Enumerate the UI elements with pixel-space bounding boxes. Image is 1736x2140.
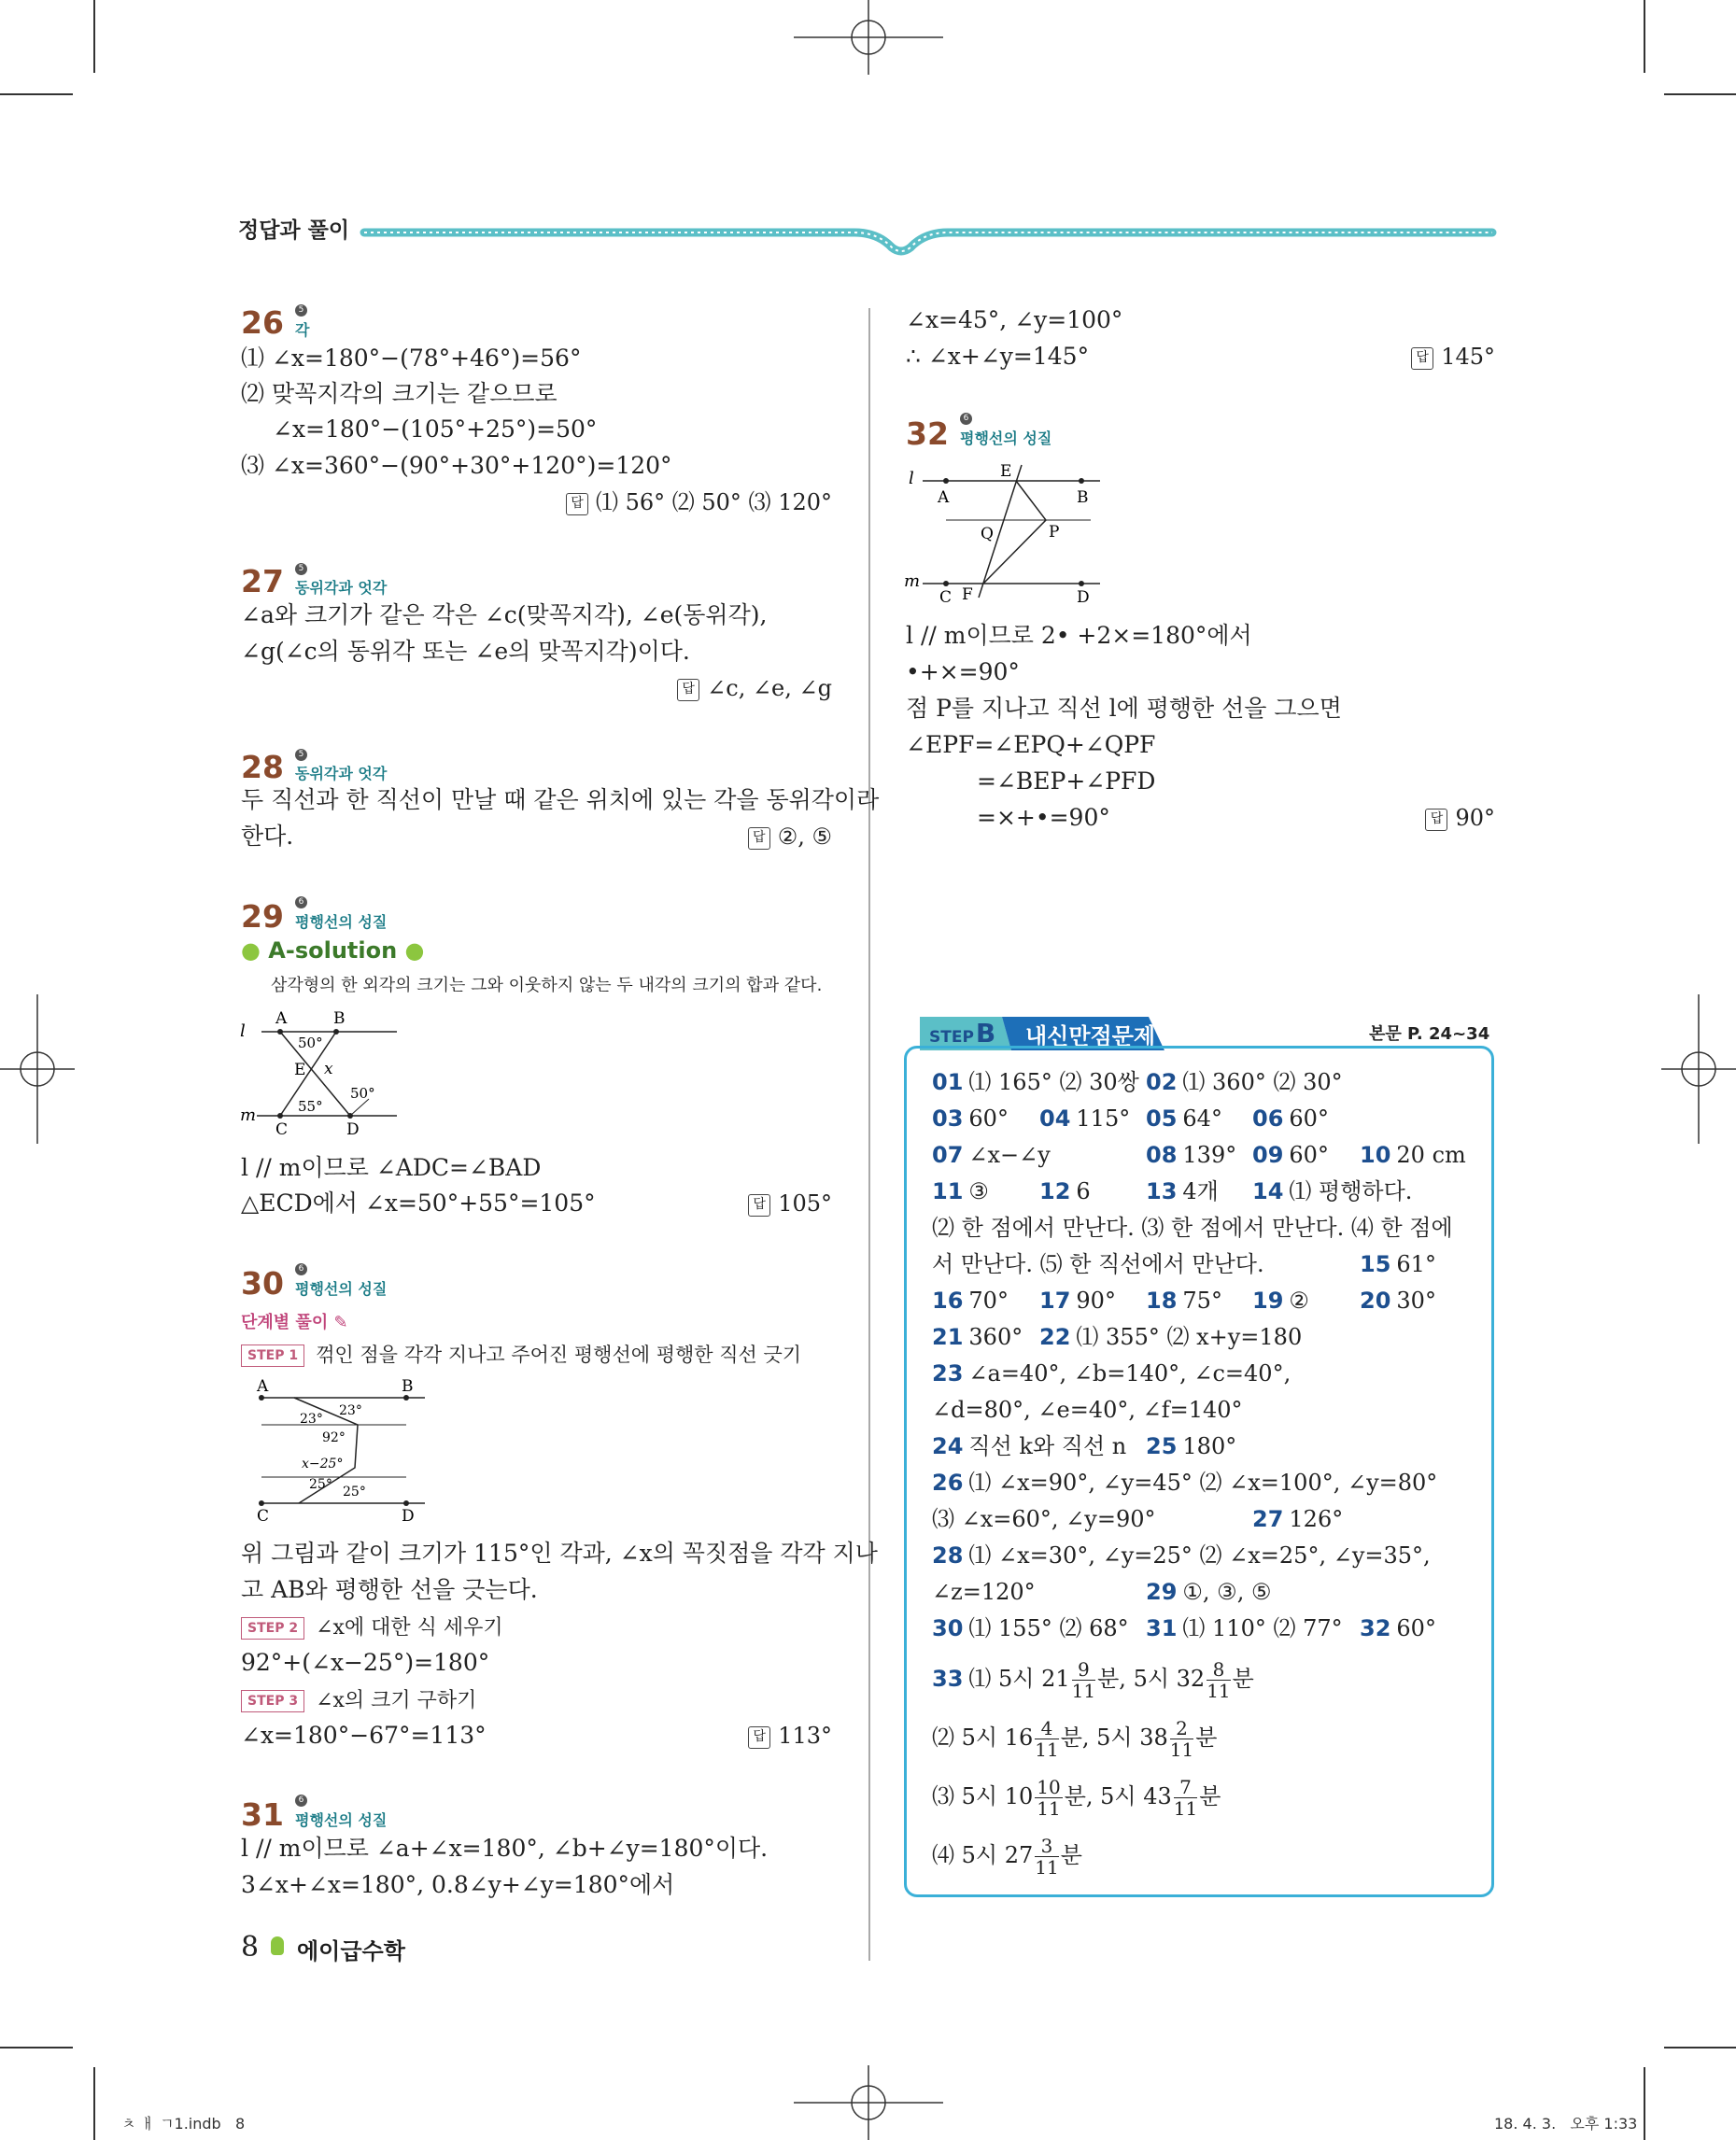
answer [748,820,832,853]
column-divider [868,308,870,1961]
answer-text: 113° [778,1723,832,1749]
answer-row [932,1284,1009,1317]
figure-29 [238,1010,416,1141]
problem-number: 31 [241,1796,284,1833]
item-answer: 분 [1060,1842,1082,1868]
item-number: 10 [1360,1142,1391,1168]
registration-mark [0,994,75,1144]
angle-x: x [324,1060,333,1078]
solution-line: l // m이므로 ∠a+∠x=180°, ∠b+∠y=180°이다. [241,1835,769,1862]
answer [748,1719,832,1753]
topic-tag: 각 [295,321,310,339]
answer-row [1252,1284,1309,1317]
label-c: C [257,1507,270,1524]
item-answer: ⑵ 5시 16 [932,1725,1034,1751]
item-answer: 180° [1182,1433,1237,1459]
item-answer: 분 [1195,1725,1218,1751]
step-line [241,1682,476,1718]
answer-row [1039,1284,1116,1317]
answer [748,1187,832,1220]
answer-row: ⑵ 한 점에서 만난다. ⑶ 한 점에서 만난다. ⑷ 한 점에 [932,1215,1453,1241]
item-answer: ③ [968,1178,989,1204]
item-answer: ⑴ ∠x=90°, ∠y=45° ⑵ ∠x=100°, ∠y=80° [968,1470,1438,1496]
item-number: 25 [1146,1433,1178,1459]
answer-row [1146,1575,1271,1609]
step-badge: STEP 2 [241,1617,304,1640]
answer-row [932,1138,1051,1172]
label-e: E [1000,462,1012,481]
solution-line: ∠a와 크기가 같은 각은 ∠c(맞꼭지각), ∠e(동위각), [241,601,768,628]
label-d: D [346,1120,360,1139]
figure-30 [238,1374,434,1524]
crop-mark [1644,2067,1645,2140]
answer-row [932,1466,1437,1499]
item-answer: 60° [968,1105,1009,1132]
topic-tag: 평행선의 성질 [295,1811,388,1829]
label-f: F [962,585,973,604]
solution-line: ∠x=180°−(105°+25°)=50° [273,415,598,443]
item-answer: 70° [968,1288,1009,1314]
numerator: 8 [1207,1659,1230,1681]
label-a: A [275,1010,288,1028]
registration-mark [1661,994,1736,1144]
answer-icon: 답 [1425,809,1447,831]
solution-line: ∠x=45°, ∠y=100° [906,306,1123,333]
angle-50: 50° [298,1035,323,1051]
label-e: E [294,1061,306,1079]
answer-row [1146,1429,1236,1463]
item-number: 12 [1039,1178,1071,1204]
page-header-title: 정답과 풀이 [238,218,350,243]
item-answer: 분, 5시 32 [1097,1666,1206,1692]
item-answer: 분 [1232,1666,1254,1692]
step-line [241,1610,503,1645]
registration-mark [794,0,943,75]
solution-line: 점 P를 지나고 직선 l에 평행한 선을 그으면 [906,695,1342,722]
problem-number: 26 [241,304,284,341]
item-number: 32 [1360,1615,1391,1641]
step-letter: B [975,1018,996,1049]
solution-line: △ECD에서 ∠x=50°+55°=105° [241,1190,596,1217]
answer-text: 90° [1455,805,1495,831]
dot-icon: ● [241,937,269,964]
solution-line: 위 그림과 같이 크기가 115°인 각과, ∠x의 꼭짓점을 각각 지나 [241,1540,878,1567]
answer-row [932,1357,1291,1390]
answer-row [1146,1102,1222,1135]
answer-row [1360,1612,1436,1645]
figure-32 [904,458,1109,607]
answer-icon: 답 [748,1726,770,1749]
crop-mark [93,2067,95,2140]
answer-row [1146,1065,1343,1099]
item-answer: ∠x−∠y [968,1142,1051,1168]
angle-55: 55° [298,1098,323,1115]
item-number: 22 [1039,1324,1071,1350]
item-number: 14 [1252,1178,1284,1204]
step-label-text: 단계별 풀이 [241,1313,329,1332]
angle-50b: 50° [350,1085,375,1102]
answer-text: ∠c, ∠e, ∠g [707,675,832,701]
angle-25a: 25° [309,1477,332,1492]
registration-mark [794,2065,943,2140]
item-answer: 64° [1182,1105,1222,1132]
item-number: 08 [1146,1142,1178,1168]
item-number: 06 [1252,1105,1284,1132]
item-number: 28 [932,1542,964,1569]
crop-mark [0,2047,73,2048]
answer-row [1252,1175,1412,1208]
difficulty-badge: 6 [960,413,972,425]
solution-line: l // m이므로 2• +2×=180°에서 [906,622,1252,649]
item-number: 15 [1360,1251,1391,1277]
fraction [1170,1718,1193,1760]
label-c: C [275,1120,289,1139]
answer-row [1360,1138,1466,1172]
step-text: ∠x의 크기 구하기 [316,1689,477,1712]
brand-name: 에이급수학 [297,1938,405,1964]
item-answer: 30° [1396,1288,1436,1314]
answer-row [932,1175,989,1208]
answer-row: 서 만난다. ⑸ 한 직선에서 만난다. [932,1251,1264,1277]
topic-tag: 평행선의 성질 [295,1280,388,1298]
fraction [1072,1659,1095,1701]
answer-icon: 답 [748,827,770,850]
item-answer: ⑴ 355° ⑵ x+y=180 [1076,1324,1303,1350]
item-number: 07 [932,1142,964,1168]
answer-text: 145° [1441,344,1495,370]
denominator: 11 [1169,1739,1194,1761]
step-badge: STEP 3 [241,1690,304,1712]
answer-icon: 답 [677,679,699,701]
label-d: D [1077,588,1090,607]
answer-row [1039,1320,1302,1354]
item-answer: 115° [1076,1105,1131,1132]
crop-mark [1644,0,1645,73]
solution-line: ∠EPF=∠EPQ+∠QPF [906,731,1156,758]
answer-row [932,1539,1431,1572]
item-answer: 75° [1182,1288,1222,1314]
denominator: 11 [1035,1739,1059,1761]
step-line [241,1337,801,1372]
answer-row: ⑶ ∠x=60°, ∠y=90° [932,1506,1156,1532]
solution-line: ∴ ∠x+∠y=145° [906,343,1090,370]
dot-icon: ● [397,937,425,964]
numerator: 2 [1170,1718,1193,1739]
item-number: 02 [1146,1069,1178,1095]
a-solution-label [241,937,425,964]
label-a: A [938,488,950,507]
item-number: 21 [932,1324,964,1350]
item-answer: 분, 5시 38 [1060,1725,1168,1751]
label-d: D [402,1507,415,1524]
step-by-step-label [241,1309,348,1333]
crop-mark [0,93,73,95]
item-answer: 61° [1396,1251,1436,1277]
solution-line: =×+•=90° [977,804,1110,831]
item-answer: ② [1289,1288,1309,1314]
answer-row [1039,1102,1130,1135]
answer-row [1252,1138,1329,1172]
item-number: 16 [932,1288,964,1314]
fraction [1035,1836,1058,1878]
answer-row [1146,1138,1236,1172]
item-number: 33 [932,1666,964,1692]
header-divider [360,219,1499,257]
difficulty-badge: 5 [295,304,307,317]
fraction [1035,1718,1058,1760]
item-number: 09 [1252,1142,1284,1168]
item-answer: 분, 5시 43 [1064,1783,1172,1809]
item-answer: ①, ③, ⑤ [1182,1579,1272,1605]
item-number: 13 [1146,1178,1178,1204]
difficulty-badge: 6 [295,1795,307,1807]
label-m: m [240,1105,257,1125]
label-b: B [1077,488,1089,507]
label-q: Q [981,525,994,543]
answer-row [1146,1612,1343,1645]
topic-tag: 평행선의 성질 [960,429,1052,447]
fraction [1035,1777,1062,1819]
denominator: 11 [1071,1680,1096,1702]
item-number: 30 [932,1615,964,1641]
solution-line: ⑴ ∠x=180°−(78°+46°)=56° [241,345,582,372]
answer-row [932,1831,1082,1880]
difficulty-badge: 6 [295,896,307,908]
difficulty-badge: 5 [295,749,307,761]
step-word: STEP [929,1028,974,1047]
answer-row [1252,1502,1343,1536]
item-answer: 60° [1289,1142,1329,1168]
fraction [1174,1777,1197,1819]
solution-line: 두 직선과 한 직선이 만날 때 같은 위치에 있는 각을 동위각이라 [241,786,880,813]
angle-92: 92° [322,1430,346,1445]
item-number: 24 [932,1433,964,1459]
answer-row [1146,1175,1219,1208]
step-text: 꺾인 점을 각각 지나고 주어진 평행선에 평행한 직선 긋기 [316,1344,802,1366]
problem-number: 27 [241,563,284,599]
item-answer: 6 [1076,1178,1091,1204]
solution-line: ∠g(∠c의 동위각 또는 ∠e의 맞꼭지각)이다. [241,638,690,665]
topic-tag: 동위각과 엇각 [295,579,388,597]
print-date-info: 18. 4. 3. 오후 1:33 [1494,2115,1638,2133]
answer [677,671,832,705]
answer-row: ∠d=80°, ∠e=40°, ∠f=140° [932,1397,1243,1423]
difficulty-badge: 6 [295,1263,307,1275]
item-number: 31 [1146,1615,1178,1641]
angle-23b: 23° [300,1412,323,1427]
answer-row [1252,1102,1329,1135]
answer-row [932,1320,1023,1354]
solution-line: ⑵ 맞꼭지각의 크기는 같으므로 [241,380,557,407]
print-file-info: ㅊ ㅐ ㄱ1.indb 8 [121,2115,246,2133]
item-answer: ⑷ 5시 27 [932,1842,1034,1868]
item-number: 23 [932,1360,964,1387]
answer-row [1039,1175,1091,1208]
page-number: 8 [241,1931,260,1964]
item-number: 19 [1252,1288,1284,1314]
item-number: 03 [932,1105,964,1132]
item-number: 29 [1146,1579,1178,1605]
item-answer: 분 [1199,1783,1221,1809]
angle-25b: 25° [343,1485,366,1499]
step-text: ∠x에 대한 식 세우기 [316,1616,503,1640]
topic-tag: 동위각과 엇각 [295,765,388,782]
answer [1411,340,1495,373]
item-answer: 126° [1289,1506,1344,1532]
item-answer: ⑶ 5시 10 [932,1783,1034,1809]
item-number: 11 [932,1178,964,1204]
item-answer: 139° [1182,1142,1237,1168]
answer-text: 105° [778,1190,832,1217]
solution-line: •+×=90° [906,658,1020,685]
item-answer: 90° [1076,1288,1116,1314]
step-b-title: 내신만점문제 [1025,1023,1156,1049]
item-number: 01 [932,1069,964,1095]
answer-row [932,1612,1129,1645]
answer [566,486,832,519]
answer-row [932,1065,1139,1099]
solution-line: =∠BEP+∠PFD [977,767,1156,795]
problem-number: 32 [906,415,949,452]
item-answer: ⑴ 360° ⑵ 30° [1182,1069,1343,1095]
solution-line: l // m이므로 ∠ADC=∠BAD [241,1154,542,1181]
solution-line: ⑶ ∠x=360°−(90°+30°+120°)=120° [241,452,672,479]
label-l: l [240,1021,246,1041]
item-answer: 360° [968,1324,1023,1350]
item-answer: ⑴ 5시 21 [968,1666,1070,1692]
answer-icon: 답 [748,1194,770,1217]
item-number: 27 [1252,1506,1284,1532]
item-number: 04 [1039,1105,1071,1132]
answer [1425,801,1495,835]
a-solution-note: 삼각형의 한 외각의 크기는 그와 이웃하지 않는 두 내각의 크기의 합과 같다. [271,976,823,995]
answer-row [1360,1247,1436,1281]
denominator: 11 [1035,1856,1059,1879]
step-b-label [929,1018,995,1049]
item-answer: ⑴ 165° ⑵ 30쌍 [968,1069,1139,1095]
label-l: l [909,469,914,488]
fraction [1207,1659,1230,1701]
solution-line: ∠x=180°−67°=113° [241,1722,487,1749]
denominator: 11 [1173,1797,1198,1820]
angle-x-25: x−25° [302,1457,344,1471]
problem-number: 28 [241,749,284,785]
crop-mark [1664,2047,1736,2048]
item-number: 20 [1360,1288,1391,1314]
crop-mark [1664,93,1736,95]
item-number: 05 [1146,1105,1178,1132]
numerator: 10 [1037,1776,1061,1798]
label-m: m [904,571,921,591]
topic-tag: 평행선의 성질 [295,913,388,931]
label-b: B [402,1377,414,1396]
numerator: 3 [1035,1836,1058,1857]
numerator: 9 [1072,1659,1095,1681]
solution-line: 3∠x+∠x=180°, 0.8∠y+∠y=180°에서 [241,1871,675,1898]
answer-text: ②, ⑤ [777,824,832,850]
item-answer: ⑴ 155° ⑵ 68° [968,1615,1129,1641]
label-b: B [333,1010,346,1028]
solution-line: 고 AB와 평행한 선을 긋는다. [241,1576,538,1603]
item-number: 17 [1039,1288,1071,1314]
problem-number: 30 [241,1265,284,1302]
answer-row: ∠z=120° [932,1579,1036,1605]
lightbulb-icon [271,1936,284,1955]
label-p: P [1049,523,1060,542]
answer-row [1360,1284,1436,1317]
answer-row [932,1772,1221,1821]
pencil-icon: ✎ [328,1313,348,1332]
item-number: 26 [932,1470,964,1496]
numerator: 7 [1174,1777,1197,1798]
difficulty-badge: 5 [295,563,307,575]
item-answer: 60° [1289,1105,1329,1132]
angle-23a: 23° [339,1403,362,1418]
crop-mark [93,0,95,73]
answer-text: ⑴ 56° ⑵ 50° ⑶ 120° [595,489,832,515]
answer-row [932,1429,1126,1463]
item-answer: 직선 k와 직선 n [968,1433,1127,1459]
answer-row [1146,1284,1222,1317]
denominator: 11 [1037,1797,1061,1820]
solution-line: 92°+(∠x−25°)=180° [241,1649,490,1676]
answer-row [932,1654,1254,1703]
answer-row [932,1713,1217,1762]
problem-number: 29 [241,898,284,935]
item-answer: ⑴ 110° ⑵ 77° [1182,1615,1343,1641]
item-number: 18 [1146,1288,1178,1314]
item-answer: 4개 [1182,1178,1219,1204]
solution-line: 한다. [241,823,294,850]
answer-row [932,1102,1009,1135]
label-c: C [939,588,953,607]
item-answer: 20 cm [1396,1142,1466,1168]
page-reference: 본문 P. 24~34 [1369,1024,1490,1044]
answer-icon: 답 [1411,347,1433,370]
numerator: 4 [1035,1718,1058,1739]
item-answer: ⑴ ∠x=30°, ∠y=25° ⑵ ∠x=25°, ∠y=35°, [968,1542,1431,1569]
item-answer: ⑴ 평행하다. [1289,1178,1413,1204]
item-answer: 60° [1396,1615,1436,1641]
label-a: A [257,1377,269,1396]
denominator: 11 [1207,1680,1231,1702]
answer-icon: 답 [566,493,588,515]
step-badge: STEP 1 [241,1345,304,1367]
a-solution-text: A-solution [268,937,398,964]
item-answer: ∠a=40°, ∠b=140°, ∠c=40°, [968,1360,1291,1387]
